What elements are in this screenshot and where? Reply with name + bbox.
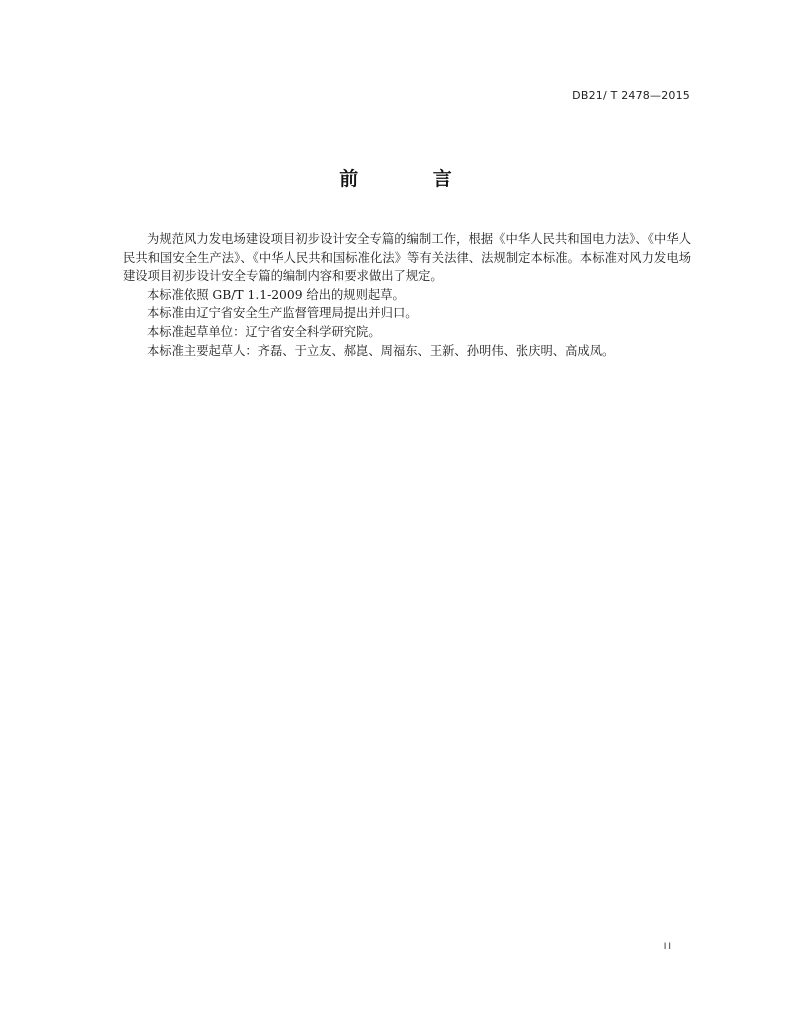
paragraph-drafting-unit: 本标准起草单位：辽宁省安全科学研究院。: [147, 324, 381, 339]
foreword-body: [123, 230, 691, 360]
page-number: II: [663, 942, 673, 952]
paragraph-drafters: 本标准主要起草人：齐磊、于立友、郝崑、周福东、王新、孙明伟、张庆明、高成凤。: [147, 343, 615, 358]
paragraph-drafting-rules: 本标准依照 GB/T 1.1-2009 给出的规则起草。: [147, 287, 405, 302]
paragraph-purpose: 为规范风力发电场建设项目初步设计安全专篇的编制工作，根据《中华人民共和国电力法》、《中华人民共和国安全生产法》、《中华人民共和国标准化法》等有关法律、法规制定本标准。本标准对风力发电场建设项目初步设计安全专篇的编制内容和要求做出了规定。: [123, 232, 691, 284]
paragraph-proposer: 本标准由辽宁省安全生产监督管理局提出并归口。: [147, 306, 418, 321]
standard-code: DB21/ T 2478—2015: [572, 89, 690, 102]
page-title: 前 言: [339, 168, 486, 190]
